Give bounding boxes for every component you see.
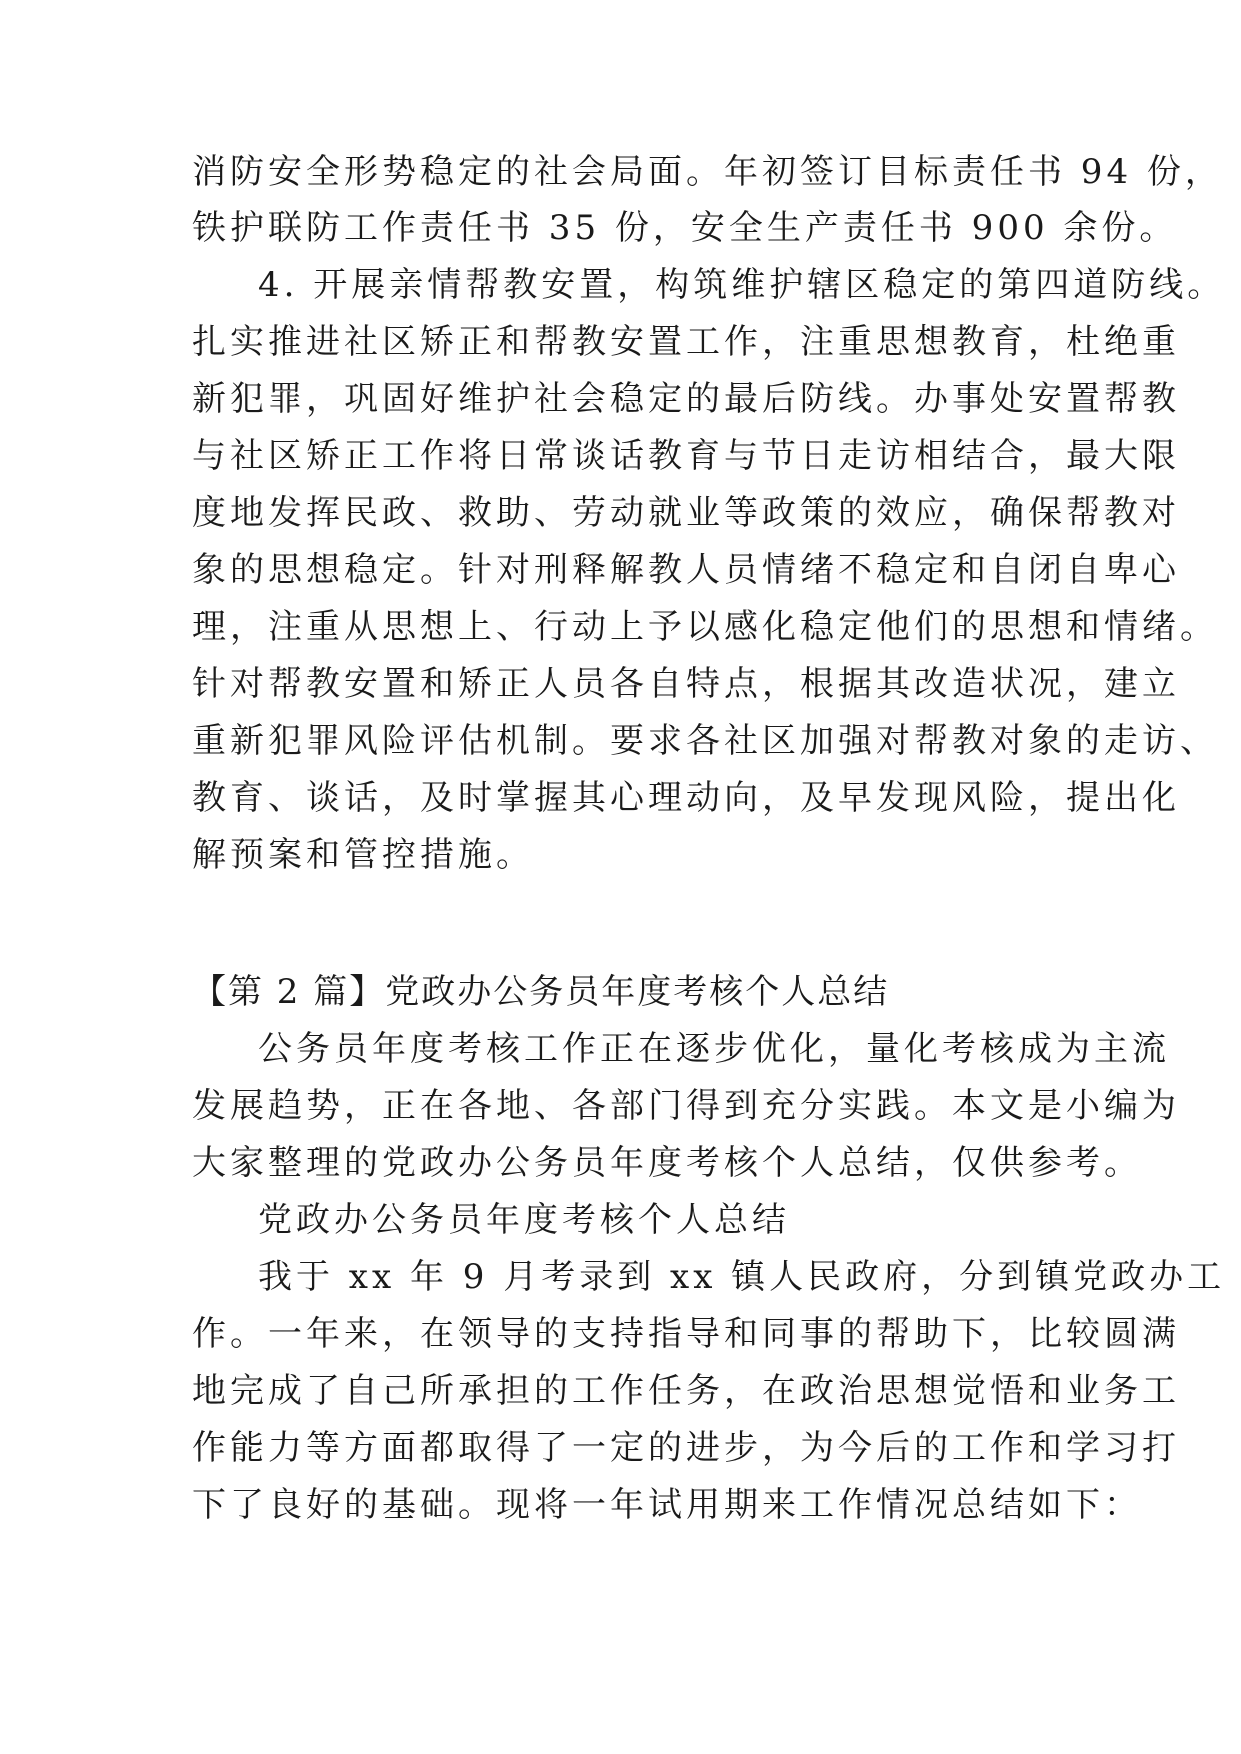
paragraph-line: 重新犯罪风险评估机制。要求各社区加强对帮教对象的走访、 (192, 721, 1218, 761)
paragraph-line: 扎实推进社区矫正和帮教安置工作，注重思想教育，杜绝重 (192, 322, 1180, 362)
paragraph-line: 公务员年度考核工作正在逐步优化，量化考核成为主流 (258, 1029, 1170, 1069)
paragraph-line: 下了良好的基础。现将一年试用期来工作情况总结如下： (192, 1485, 1142, 1525)
paragraph-line: 度地发挥民政、救助、劳动就业等政策的效应，确保帮教对 (192, 493, 1180, 533)
subtitle-line: 党政办公务员年度考核个人总结 (258, 1200, 790, 1240)
paragraph-line: 铁护联防工作责任书 35 份，安全生产责任书 900 余份。 (192, 208, 1178, 248)
paragraph-line: 教育、谈话，及时掌握其心理动向，及早发现风险，提出化 (192, 778, 1180, 818)
paragraph-line: 解预案和管控措施。 (192, 835, 534, 875)
paragraph-line: 针对帮教安置和矫正人员各自特点，根据其改造状况，建立 (192, 664, 1180, 704)
paragraph-line: 与社区矫正工作将日常谈话教育与节日走访相结合，最大限 (192, 436, 1180, 476)
numbered-item-heading: 4. 开展亲情帮教安置，构筑维护辖区稳定的第四道防线。 (258, 265, 1226, 305)
paragraph-line: 新犯罪，巩固好维护社会稳定的最后防线。办事处安置帮教 (192, 379, 1180, 419)
paragraph-line: 地完成了自己所承担的工作任务，在政治思想觉悟和业务工 (192, 1371, 1180, 1411)
paragraph-line: 大家整理的党政办公务员年度考核个人总结，仅供参考。 (192, 1143, 1142, 1183)
paragraph-line: 理，注重从思想上、行动上予以感化稳定他们的思想和情绪。 (192, 607, 1218, 647)
paragraph-line: 消防安全形势稳定的社会局面。年初签订目标责任书 94 份， (192, 152, 1223, 192)
paragraph-line: 我于 xx 年 9 月考录到 xx 镇人民政府，分到镇党政办工 (258, 1257, 1226, 1297)
paragraph-line: 作能力等方面都取得了一定的进步，为今后的工作和学习打 (192, 1428, 1180, 1468)
paragraph-line: 象的思想稳定。针对刑释解教人员情绪不稳定和自闭自卑心 (192, 550, 1180, 590)
paragraph-line: 发展趋势，正在各地、各部门得到充分实践。本文是小编为 (192, 1086, 1180, 1126)
paragraph-line: 作。一年来，在领导的支持指导和同事的帮助下，比较圆满 (192, 1314, 1180, 1354)
section-heading: 【第 2 篇】党政办公务员年度考核个人总结 (192, 972, 890, 1012)
